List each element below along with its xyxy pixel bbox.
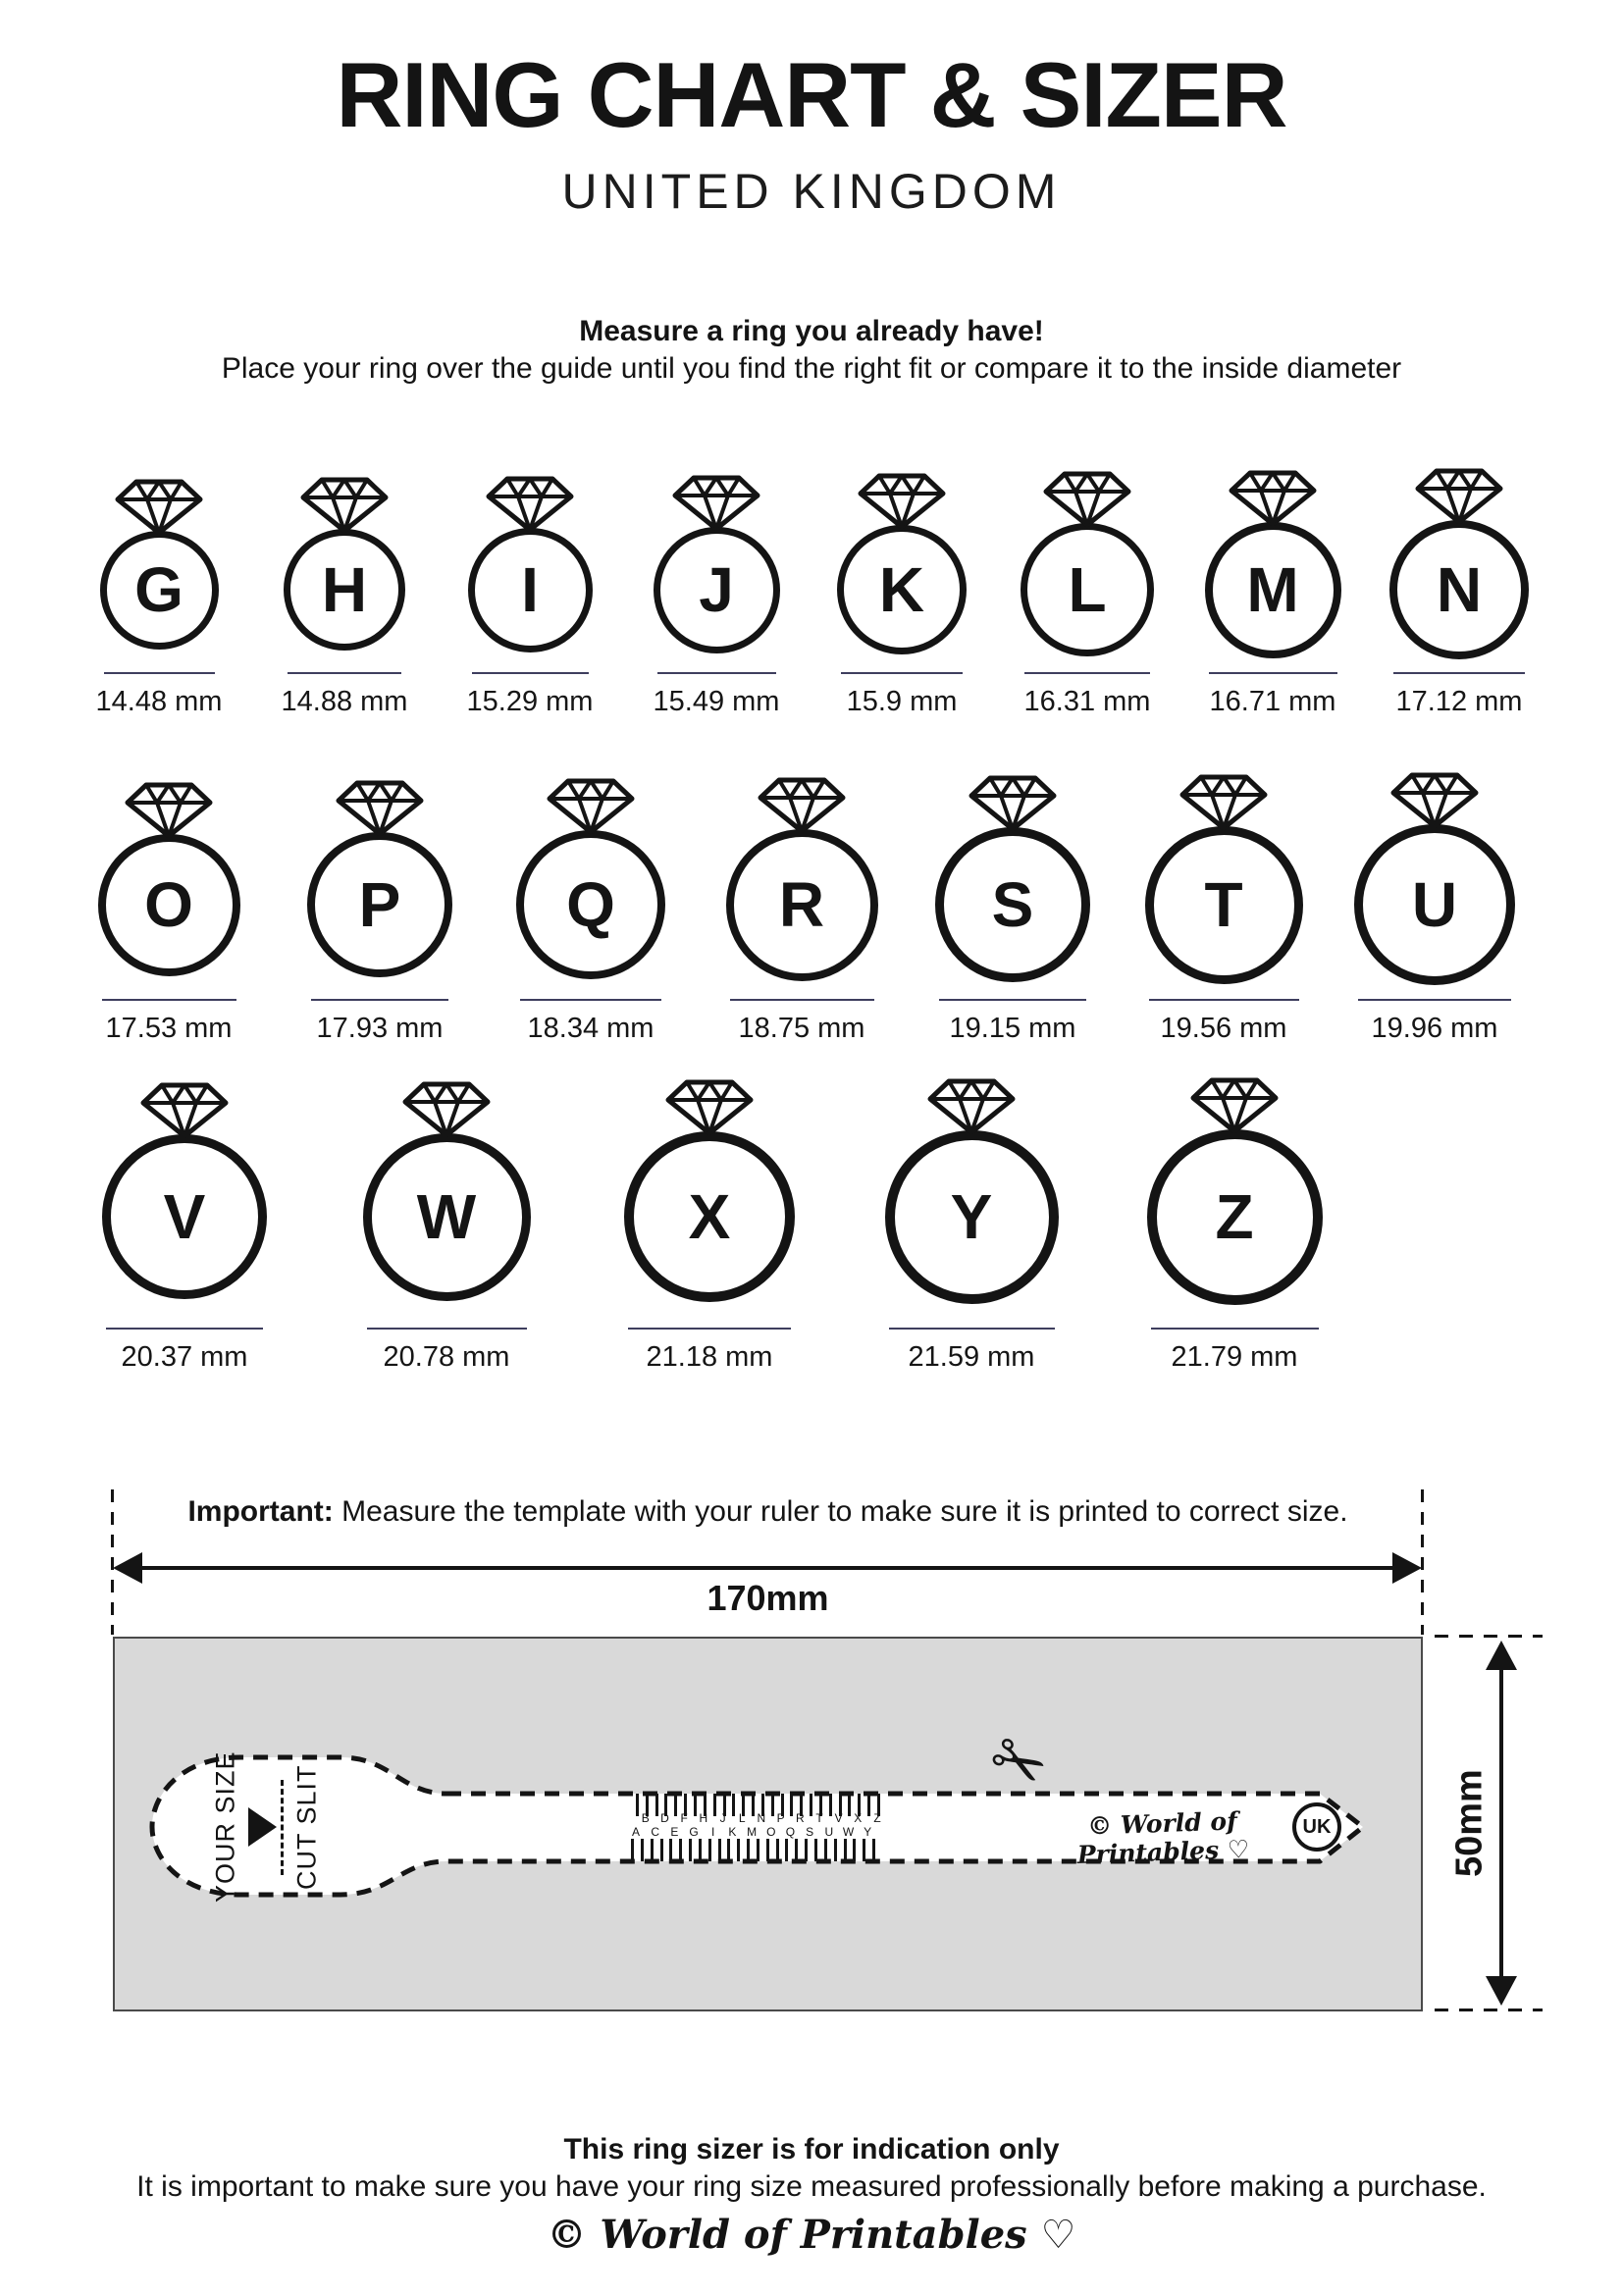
ring-size-label: 18.75 mm [738, 1013, 865, 1044]
diamond-icon [485, 475, 575, 534]
scale-letter-L: L [738, 1811, 746, 1825]
ring-W [363, 1133, 531, 1301]
scale-letter-R: R [795, 1811, 805, 1825]
ring-underline [1149, 999, 1299, 1001]
scale-tick [766, 1839, 769, 1861]
scale-tick [669, 1839, 672, 1861]
page-subtitle: UNITED KINGDOM [561, 164, 1062, 219]
ring-underline [841, 672, 963, 674]
ring-P [307, 832, 452, 977]
scale-tick [699, 1839, 702, 1861]
scale-letter-O: O [766, 1825, 776, 1839]
height-arrowhead-top-icon [1486, 1641, 1517, 1670]
diamond-icon [114, 478, 204, 537]
ring-letter: L [1068, 554, 1107, 625]
footer-body: It is important to make sure you have your ring size measured professionally before making a purchase. [136, 2170, 1487, 2203]
instructions-heading: Measure a ring you already have! [579, 315, 1044, 347]
footer-heading: This ring sizer is for indication only [563, 2133, 1060, 2166]
diamond-icon [968, 774, 1058, 833]
ring-S [935, 827, 1090, 982]
ring-size-label: 17.53 mm [105, 1013, 233, 1044]
ring-underline [288, 672, 401, 674]
diamond-icon [1414, 467, 1504, 526]
scale-tick [679, 1839, 682, 1861]
ring-letter: W [416, 1181, 477, 1252]
scale-tick [814, 1839, 817, 1861]
ring-size-label: 17.12 mm [1395, 686, 1523, 717]
ring-letter: R [778, 869, 825, 940]
ring-size-label: 17.93 mm [316, 1013, 444, 1044]
scale-letter-G: G [689, 1825, 699, 1839]
ring-underline [1209, 672, 1337, 674]
dimension-guide-bottom [1435, 2009, 1543, 2011]
ring-letter: V [163, 1181, 206, 1252]
diamond-icon [1042, 470, 1132, 529]
scale-letter-W: W [842, 1825, 855, 1839]
diamond-icon [664, 1078, 755, 1137]
scale-tick [718, 1839, 721, 1861]
ring-size-label: 16.31 mm [1023, 686, 1151, 717]
ring-underline [102, 999, 236, 1001]
scale-tick [795, 1839, 798, 1861]
diamond-icon [926, 1077, 1017, 1136]
scale-letter-M: M [747, 1825, 758, 1839]
scale-letter-N: N [757, 1811, 766, 1825]
scale-letter-K: K [728, 1825, 737, 1839]
diamond-icon [335, 779, 425, 838]
important-label: Important: [187, 1495, 334, 1528]
ring-letter: U [1411, 869, 1458, 940]
scale-letter-I: I [711, 1825, 715, 1839]
ring-size-label: 19.96 mm [1371, 1013, 1498, 1044]
ring-X [624, 1131, 795, 1302]
scale-letter-T: T [815, 1811, 823, 1825]
ring-I [468, 528, 593, 652]
diamond-icon [757, 776, 847, 835]
ring-size-label: 16.71 mm [1209, 686, 1336, 717]
height-dimension-label: 50mm [1448, 1769, 1491, 1877]
ring-J [654, 527, 780, 653]
width-dimension-label: 170mm [707, 1578, 829, 1618]
ring-letter: Y [950, 1181, 993, 1252]
ring-size-label: 15.29 mm [466, 686, 594, 717]
dimension-guide-top [1435, 1635, 1543, 1638]
ring-V [102, 1134, 267, 1299]
ring-underline [1151, 1328, 1319, 1330]
ring-size-label: 21.59 mm [908, 1341, 1035, 1373]
ring-letter: O [144, 869, 193, 940]
diamond-icon [299, 476, 390, 535]
diamond-icon [671, 474, 761, 533]
scale-tick [660, 1839, 663, 1861]
ring-size-label: 21.18 mm [646, 1341, 773, 1373]
scale-tick [805, 1839, 808, 1861]
scale-letter-D: D [660, 1811, 669, 1825]
ring-letter: T [1204, 869, 1243, 940]
scale-letter-B: B [641, 1811, 650, 1825]
ring-letter: P [358, 869, 401, 940]
scale-letter-Z: Z [873, 1811, 881, 1825]
ring-underline [889, 1328, 1055, 1330]
brand-signature: © World of Printables ♡ [1076, 1806, 1250, 1870]
ring-letter: X [688, 1181, 731, 1252]
scale-tick [785, 1839, 788, 1861]
scale-letter-F: F [680, 1811, 688, 1825]
scale-tick [863, 1839, 865, 1861]
ring-letter: N [1436, 554, 1483, 625]
scale-letter-H: H [699, 1811, 708, 1825]
ring-K [837, 525, 967, 654]
scale-letter-Q: Q [785, 1825, 796, 1839]
scale-letter-X: X [854, 1811, 863, 1825]
diamond-icon [857, 472, 947, 531]
diamond-icon [401, 1080, 492, 1139]
width-arrow [131, 1566, 1403, 1570]
ring-size-label: 19.56 mm [1160, 1013, 1287, 1044]
scale-tick [757, 1839, 759, 1861]
important-text: Measure the template with your ruler to make sure it is printed to correct size. [333, 1495, 1348, 1528]
ring-letter: H [321, 554, 368, 625]
your-size-label: YOUR SIZE [210, 1750, 240, 1904]
scissors-icon: ✂ [975, 1716, 1061, 1809]
scale-tick [689, 1839, 692, 1861]
scale-tick [727, 1839, 730, 1861]
ring-size-label: 15.9 mm [846, 686, 958, 717]
ring-O [98, 834, 240, 976]
scale-tick [776, 1839, 779, 1861]
ring-underline [1393, 672, 1525, 674]
ring-L [1021, 523, 1154, 656]
scale-letter-U: U [824, 1825, 834, 1839]
ring-letter: Q [566, 869, 615, 940]
scale-letter-E: E [670, 1825, 679, 1839]
scale-letter-C: C [651, 1825, 660, 1839]
height-arrowhead-bottom-icon [1486, 1976, 1517, 2006]
ring-underline [472, 672, 589, 674]
diamond-icon [1189, 1076, 1280, 1135]
ring-size-label: 18.34 mm [527, 1013, 654, 1044]
scale-tick [824, 1839, 827, 1861]
ring-M [1205, 522, 1341, 658]
ring-Z [1147, 1129, 1323, 1305]
ring-letter: S [991, 869, 1034, 940]
ring-underline [628, 1328, 791, 1330]
ring-size-label: 14.48 mm [95, 686, 223, 717]
ring-underline [106, 1328, 263, 1330]
ring-size-label: 20.37 mm [121, 1341, 248, 1373]
diamond-icon [124, 781, 214, 840]
ring-G [100, 531, 219, 650]
scale-tick [834, 1839, 837, 1861]
ring-underline [657, 672, 776, 674]
scale-tick [651, 1839, 654, 1861]
ring-U [1354, 824, 1515, 985]
scale-letter-Y: Y [864, 1825, 872, 1839]
ring-letter: Z [1215, 1181, 1254, 1252]
ring-underline [520, 999, 661, 1001]
footer-brand: © World of Printables ♡ [547, 2212, 1076, 2258]
ring-underline [367, 1328, 527, 1330]
ring-letter: J [699, 554, 734, 625]
ring-letter: M [1246, 554, 1299, 625]
ring-size-label: 15.49 mm [653, 686, 780, 717]
page-title: RING CHART & SIZER [336, 43, 1287, 146]
scale-letter-A: A [631, 1825, 640, 1839]
ring-N [1389, 520, 1529, 659]
scale-tick [844, 1839, 847, 1861]
ring-size-label: 20.78 mm [383, 1341, 510, 1373]
ring-size-label: 21.79 mm [1171, 1341, 1298, 1373]
important-note [113, 1495, 1423, 1529]
ring-T [1145, 826, 1303, 984]
diamond-icon [546, 777, 636, 836]
ring-underline [730, 999, 874, 1001]
diamond-icon [139, 1081, 230, 1140]
scale-tick [631, 1839, 634, 1861]
sizer-panel [113, 1637, 1423, 2011]
ring-size-label: 19.15 mm [949, 1013, 1076, 1044]
diamond-icon [1178, 773, 1269, 832]
scale-letter-V: V [834, 1811, 843, 1825]
scale-letter-J: J [719, 1811, 726, 1825]
ring-Y [885, 1130, 1059, 1304]
cut-slit-label: CUT SLIT [291, 1764, 322, 1890]
ring-underline [311, 999, 448, 1001]
scale-tick [708, 1839, 711, 1861]
ring-underline [1024, 672, 1150, 674]
ring-underline [939, 999, 1086, 1001]
ring-underline [1358, 999, 1511, 1001]
scale-tick [737, 1839, 740, 1861]
scale-letter-P: P [776, 1811, 785, 1825]
ring-H [284, 529, 405, 651]
ring-letter: G [134, 554, 183, 625]
uk-badge: UK [1292, 1802, 1341, 1852]
ring-Q [516, 830, 665, 979]
ring-R [726, 829, 878, 981]
diamond-icon [1228, 469, 1318, 528]
scale-tick [872, 1839, 875, 1861]
height-arrow [1499, 1656, 1503, 1990]
scale-tick [641, 1839, 644, 1861]
ring-letter: I [521, 554, 539, 625]
ring-letter: K [878, 554, 925, 625]
instructions-body: Place your ring over the guide until you find the right fit or compare it to the inside diameter [221, 352, 1402, 385]
scale-tick [747, 1839, 750, 1861]
ring-size-label: 14.88 mm [281, 686, 408, 717]
scale-tick [853, 1839, 856, 1861]
ring-underline [104, 672, 215, 674]
scale-letter-S: S [806, 1825, 814, 1839]
diamond-icon [1389, 771, 1480, 830]
